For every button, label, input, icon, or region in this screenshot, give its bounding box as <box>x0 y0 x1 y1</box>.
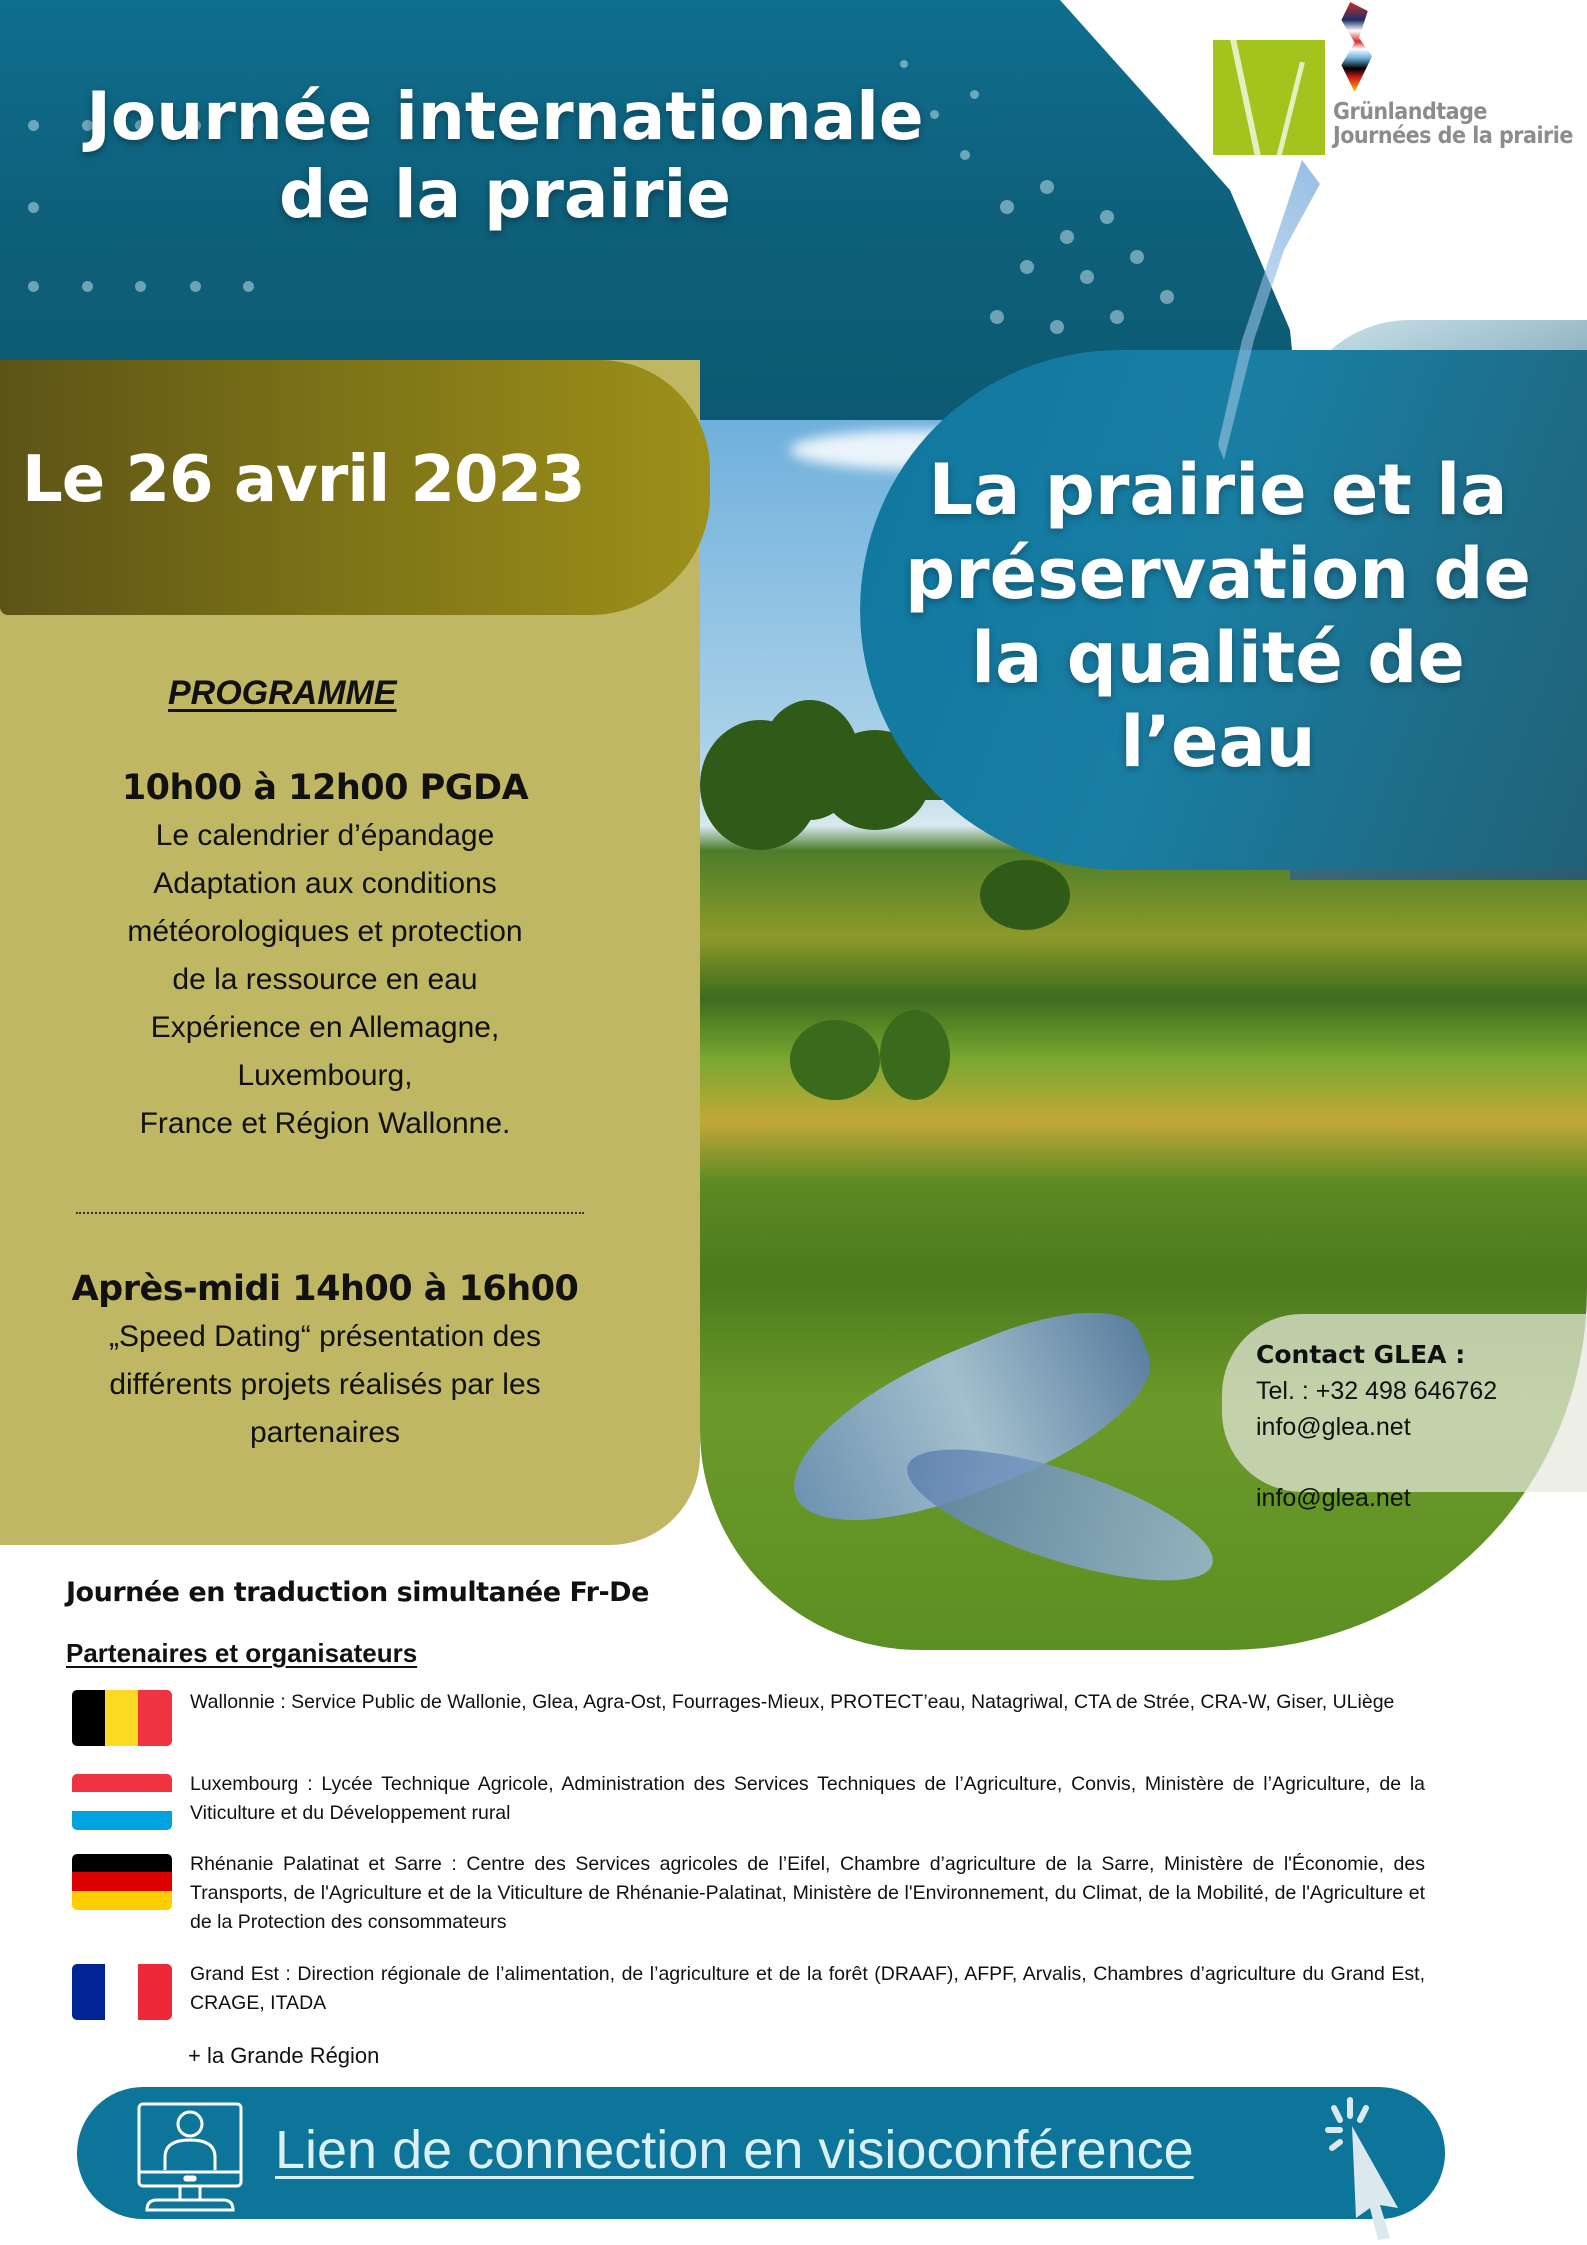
afternoon-session-time: Après-midi 14h00 à 16h00 <box>71 1269 579 1309</box>
logo-line-2: Journées de la prairie <box>1333 123 1573 149</box>
session-line: Luxembourg, <box>237 1059 413 1092</box>
germany-flag-icon <box>72 1854 172 1910</box>
flags-ribbon-icon <box>1337 2 1381 92</box>
session-line: différents projets réalisés par les <box>109 1368 541 1401</box>
partner-text: Luxembourg : Lycée Technique Agricole, Administration des Services Techniques de l’Agriculture, Convis, Ministère de l’Agriculture, de la Viticulture et du Développement rural <box>190 1773 1425 1824</box>
partners-heading: Partenaires et organisateurs <box>66 1638 418 1668</box>
translation-note: Journée en traduction simultanée Fr-De <box>66 1577 649 1608</box>
event-date: Le 26 avril 2023 <box>22 443 585 517</box>
visio-link-label[interactable]: Lien de connection en visioconférence <box>275 2120 1194 2180</box>
logo-line-1: Grünlandtage <box>1333 99 1487 125</box>
title-line-1: Journée internationale <box>86 78 924 155</box>
contact-email[interactable]: info@glea.net <box>1256 1413 1411 1441</box>
session-line: de la ressource en eau <box>172 963 478 996</box>
cursor-click-icon <box>1320 2090 1420 2240</box>
grande-region-note: + la Grande Région <box>188 2043 380 2068</box>
theme-line: préservation de <box>905 533 1531 615</box>
programme-heading: PROGRAMME <box>168 674 397 712</box>
session-line: météorologiques et protection <box>127 915 523 948</box>
session-line: Le calendrier d’épandage <box>155 819 495 852</box>
luxembourg-flag-icon <box>72 1774 172 1830</box>
partner-text: Wallonnie : Service Public de Wallonie, Glea, Agra-Ost, Fourrages-Mieux, PROTECT’eau, Natagriwal, CTA de Strée, CRA-W, Giser, ULiège <box>190 1691 1395 1713</box>
france-flag-icon <box>72 1964 172 2020</box>
belgium-flag-icon <box>72 1690 172 1746</box>
gruenlandtage-logo <box>1205 0 1587 160</box>
title-line-2: de la prairie <box>278 156 731 233</box>
session-line: partenaires <box>249 1416 401 1449</box>
session-line: France et Région Wallonne. <box>139 1107 511 1140</box>
morning-session <box>40 764 610 1148</box>
theme-line: La prairie et la <box>928 449 1508 531</box>
logo-text <box>1333 100 1573 148</box>
session-line: „Speed Dating“ présentation des <box>109 1320 541 1353</box>
monitor-person-icon <box>135 2102 245 2212</box>
contact-phone: Tel. : +32 498 646762 <box>1256 1377 1498 1405</box>
afternoon-session <box>40 1265 610 1457</box>
dotted-divider <box>76 1212 584 1214</box>
partner-text: Grand Est : Direction régionale de l’alimentation, de l’agriculture et de la forêt (DRAAF), AFPF, Arvalis, Chambres d’agriculture du Grand Est, CRAGE, ITADA <box>190 1963 1425 2014</box>
theme-line: l’eau <box>1120 701 1316 783</box>
partner-text: Rhénanie Palatinat et Sarre : Centre des Services agricoles de l’Eifel, Chambre d’agriculture de la Sarre, Ministère de l'Économie, des Transports, de l'Agriculture et de la Viticulture de Rhénanie-Palatinat, Ministère de l'Environnement, du Climat, de la Mobilité, de l'Agriculture et de la Protection des consommateurs <box>190 1853 1425 1933</box>
contact-heading: Contact GLEA : <box>1256 1340 1466 1369</box>
session-line: Adaptation aux conditions <box>153 867 497 900</box>
contact-email-duplicate[interactable]: info@glea.net <box>1256 1484 1411 1512</box>
theme-line: la qualité de <box>971 617 1465 699</box>
theme-title <box>868 448 1568 784</box>
session-line: Expérience en Allemagne, <box>150 1011 500 1044</box>
page-title <box>20 78 990 234</box>
morning-session-time: 10h00 à 12h00 PGDA <box>121 768 529 808</box>
grass-logo-icon <box>1213 40 1325 155</box>
